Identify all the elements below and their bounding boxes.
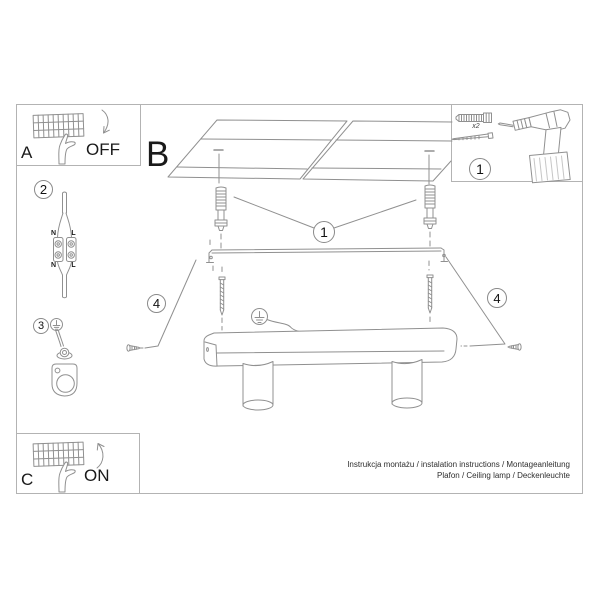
footer-line-2: Plafon / Ceiling lamp / Deckenleuchte bbox=[437, 471, 570, 480]
section-label-b: B bbox=[146, 135, 170, 174]
step-badge-anchors: 1 bbox=[313, 221, 335, 243]
spotlight-cylinder-right bbox=[392, 360, 422, 409]
step-badge-kit: 1 bbox=[469, 158, 491, 180]
breaker-panel-icon-a bbox=[33, 114, 84, 138]
step-badge-mount-left: 4 bbox=[147, 294, 166, 313]
power-on-label: ON bbox=[84, 466, 110, 485]
footer-line-1: Instrukcja montażu / instalation instructions / Montageanleitung bbox=[347, 460, 570, 469]
hand-icon-a bbox=[59, 134, 75, 164]
arrow-down-icon bbox=[102, 110, 109, 133]
kit-wall-plug-icon bbox=[456, 113, 492, 123]
wire-label-l-bottom: L bbox=[71, 262, 76, 269]
mounting-bracket bbox=[207, 240, 448, 274]
spotlight-cylinder-left bbox=[243, 362, 273, 411]
mount-screw-left bbox=[219, 277, 225, 315]
wire-label-n-top: N bbox=[50, 230, 57, 237]
step-badge-mount-right: 4 bbox=[487, 288, 507, 308]
wall-anchor-left bbox=[215, 187, 227, 231]
footer-text bbox=[347, 459, 570, 481]
drill-illustration bbox=[498, 110, 570, 183]
wire-label-l-top: L bbox=[71, 230, 76, 237]
step-badge-ground: 3 bbox=[33, 318, 49, 334]
ground-connection-illustration bbox=[51, 319, 78, 397]
power-off-label: OFF bbox=[86, 140, 120, 159]
mount-callout-right bbox=[446, 257, 521, 350]
ceiling-illustration bbox=[168, 120, 452, 184]
plug-quantity-label: x2 bbox=[472, 123, 480, 130]
wire-connector-illustration bbox=[54, 192, 77, 298]
kit-screw-icon bbox=[452, 133, 493, 140]
wall-anchor-right bbox=[424, 185, 436, 229]
ground-symbol-main bbox=[252, 309, 300, 332]
section-label-a: A bbox=[21, 143, 33, 162]
arrow-up-icon bbox=[97, 444, 104, 469]
mount-screw-right bbox=[427, 275, 433, 313]
breaker-panel-icon-c bbox=[33, 442, 84, 466]
wire-label-n-bottom: N bbox=[50, 262, 57, 269]
section-label-c: C bbox=[21, 470, 34, 489]
step-badge-wiring: 2 bbox=[34, 180, 53, 199]
hand-icon-c bbox=[59, 462, 75, 492]
